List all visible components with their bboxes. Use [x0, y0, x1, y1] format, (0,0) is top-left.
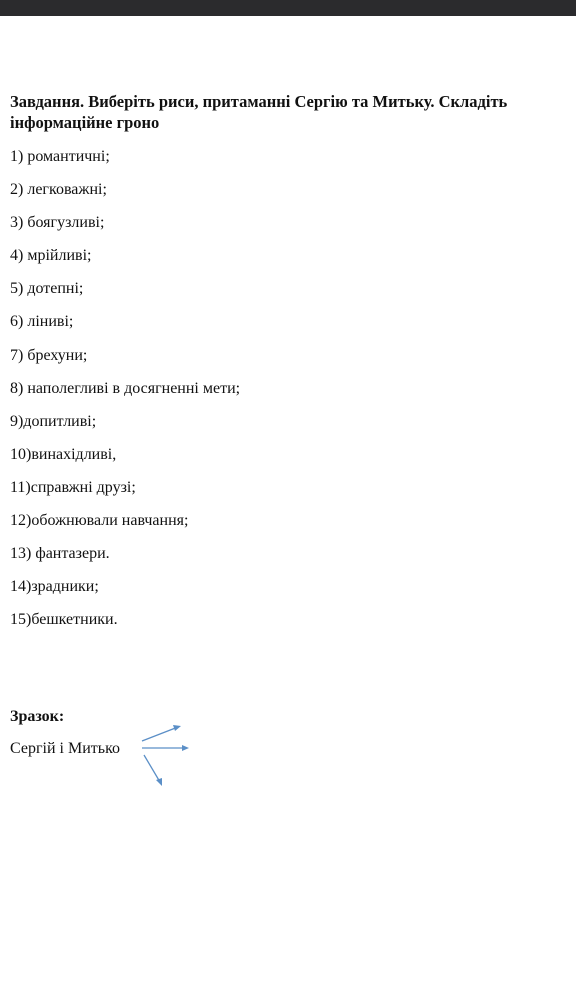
list-item: 5) дотепні;: [10, 280, 84, 298]
sample-text: Сергій і Митько: [10, 740, 121, 757]
list-item: 11)справжні друзі;: [10, 478, 136, 496]
arrow-head-right: [182, 745, 189, 751]
cluster-arrows: [138, 720, 194, 790]
list-item: 2) легковажні;: [10, 181, 107, 199]
list-item: 3) боягузливі;: [10, 214, 105, 232]
arrow-down-right: [144, 755, 160, 782]
arrow-head-down-right: [156, 778, 162, 786]
list-item: 9)допитливі;: [10, 412, 97, 430]
list-item: 12)обожнювали навчання;: [10, 512, 189, 530]
document-page: [10, 91, 566, 757]
list-item: 15)бешкетники.: [10, 611, 118, 629]
list-item: 1) романтичні;: [10, 148, 110, 165]
list-item: 10)винахідливі,: [10, 445, 117, 463]
list-item: 14)зрадники;: [10, 578, 99, 596]
trait-list: [10, 147, 240, 643]
list-item: 13) фантазери.: [10, 545, 110, 563]
list-item: 8) наполегливі в досягненні мети;: [10, 379, 241, 397]
list-item: 4) мрійливі;: [10, 247, 92, 265]
sample-title: Зразок:: [10, 708, 65, 725]
list-item: 7) брехуни;: [10, 346, 88, 364]
sample-section: [10, 707, 121, 757]
top-bar: [0, 0, 576, 16]
list-item: 6) ліниві;: [10, 313, 74, 331]
task-title: Завдання. Виберіть риси, притаманні Сергію та Митьку. Складіть інформаційне гроно: [10, 92, 508, 132]
arrow-up-right: [142, 727, 178, 741]
arrow-head-up-right: [173, 725, 181, 731]
